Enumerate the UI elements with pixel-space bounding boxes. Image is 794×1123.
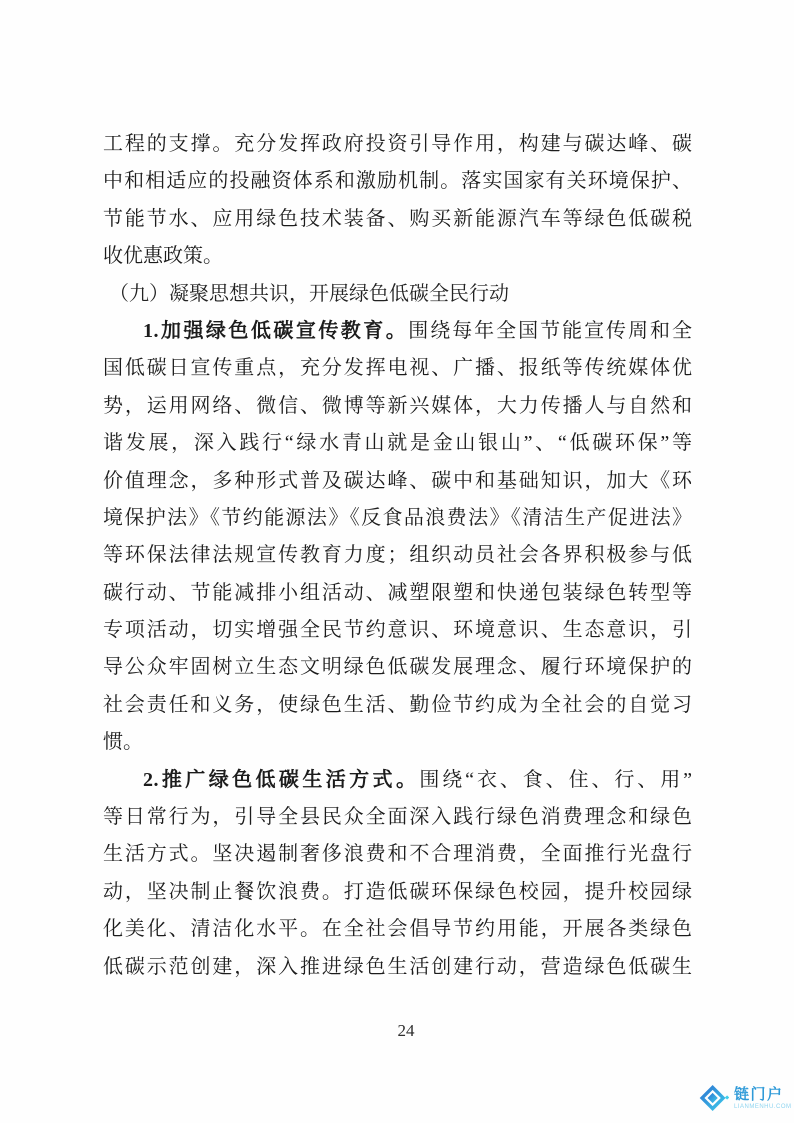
text-run: 惯。	[103, 731, 143, 754]
text-run: 中和相适应的投融资体系和激励机制。落实国家有关环境保护、	[103, 170, 692, 193]
text-line	[103, 163, 692, 200]
text-line	[103, 911, 692, 948]
text-run: 动，坚决制止餐饮浪费。打造低碳环保绿色校园，提升校园绿	[103, 880, 692, 903]
text-line	[103, 350, 692, 387]
text-line	[103, 836, 692, 873]
site-watermark	[699, 1083, 792, 1113]
document-text-block	[103, 126, 692, 986]
text-line	[103, 649, 692, 686]
text-run: 生活方式。坚决遏制奢侈浪费和不合理消费，全面推行光盘行	[103, 843, 692, 866]
text-line	[103, 238, 692, 275]
text-run: （九）凝聚思想共识，开展绿色低碳全民行动	[109, 282, 509, 305]
logo-brand-name: 链门户	[734, 1085, 784, 1103]
text-run: 工程的支撑。充分发挥政府投资引导作用，构建与碳达峰、碳	[103, 133, 692, 155]
text-run: 国低碳日宣传重点，充分发挥电视、广播、报纸等传统媒体优	[103, 357, 692, 380]
text-line	[103, 500, 692, 537]
text-line	[103, 537, 692, 574]
text-line	[103, 724, 692, 761]
lianmenhu-logo-icon	[699, 1083, 729, 1113]
text-run: 专项活动，切实增强全民节约意识、环境意识、生态意识，引	[103, 619, 692, 642]
text-run: 价值理念，多种形式普及碳达峰、碳中和基础知识，加大《环	[103, 469, 692, 492]
text-line	[103, 201, 692, 238]
text-line	[103, 575, 692, 612]
text-run: 化美化、清洁化水平。在全社会倡导节约用能，开展各类绿色	[103, 918, 692, 941]
text-line	[103, 126, 692, 163]
section-heading	[103, 276, 692, 313]
text-line	[103, 762, 692, 799]
text-run: 碳行动、节能减排小组活动、减塑限塑和快递包装绿色转型等	[103, 581, 692, 604]
text-run: 围绕“衣、食、住、行、用”	[419, 768, 692, 791]
text-line	[103, 687, 692, 724]
page-number: 24	[397, 1021, 415, 1040]
text-run: 低碳示范创建，深入推进绿色生活创建行动，营造绿色低碳生	[103, 955, 692, 978]
logo-domain-text: LIANMENHU.COM	[734, 1103, 792, 1110]
text-line	[103, 388, 692, 425]
text-line	[103, 874, 692, 911]
text-run: 社会责任和义务，使绿色生活、勤俭节约成为全社会的自觉习	[103, 693, 692, 716]
text-line	[103, 313, 692, 350]
text-run: 等环保法律法规宣传教育力度；组织动员社会各界积极参与低	[103, 544, 692, 567]
text-run: 节能节水、应用绿色技术装备、购买新能源汽车等绿色低碳税	[103, 207, 692, 230]
text-line	[103, 425, 692, 462]
paragraph-lead: 2.推广绿色低碳生活方式。	[143, 768, 420, 791]
text-line	[103, 463, 692, 500]
text-line	[103, 612, 692, 649]
logo-text-group	[734, 1087, 792, 1110]
text-run: 势，运用网络、微信、微博等新兴媒体，大力传播人与自然和	[103, 394, 692, 417]
paragraph-lead: 1.加强绿色低碳宣传教育。	[143, 319, 409, 342]
text-run: 等日常行为，引导全县民众全面深入践行绿色消费理念和绿色	[103, 806, 692, 829]
text-line	[103, 799, 692, 836]
text-run: 谐发展，深入践行“绿水青山就是金山银山”、“低碳环保”等	[103, 432, 692, 455]
text-line	[103, 949, 692, 986]
text-run: 围绕每年全国节能宣传周和全	[408, 319, 692, 342]
text-run: 收优惠政策。	[103, 245, 223, 268]
text-run: 导公众牢固树立生态文明绿色低碳发展理念、履行环境保护的	[103, 656, 692, 679]
text-run: 境保护法》《节约能源法》《反食品浪费法》《清洁生产促进法》	[103, 506, 692, 529]
